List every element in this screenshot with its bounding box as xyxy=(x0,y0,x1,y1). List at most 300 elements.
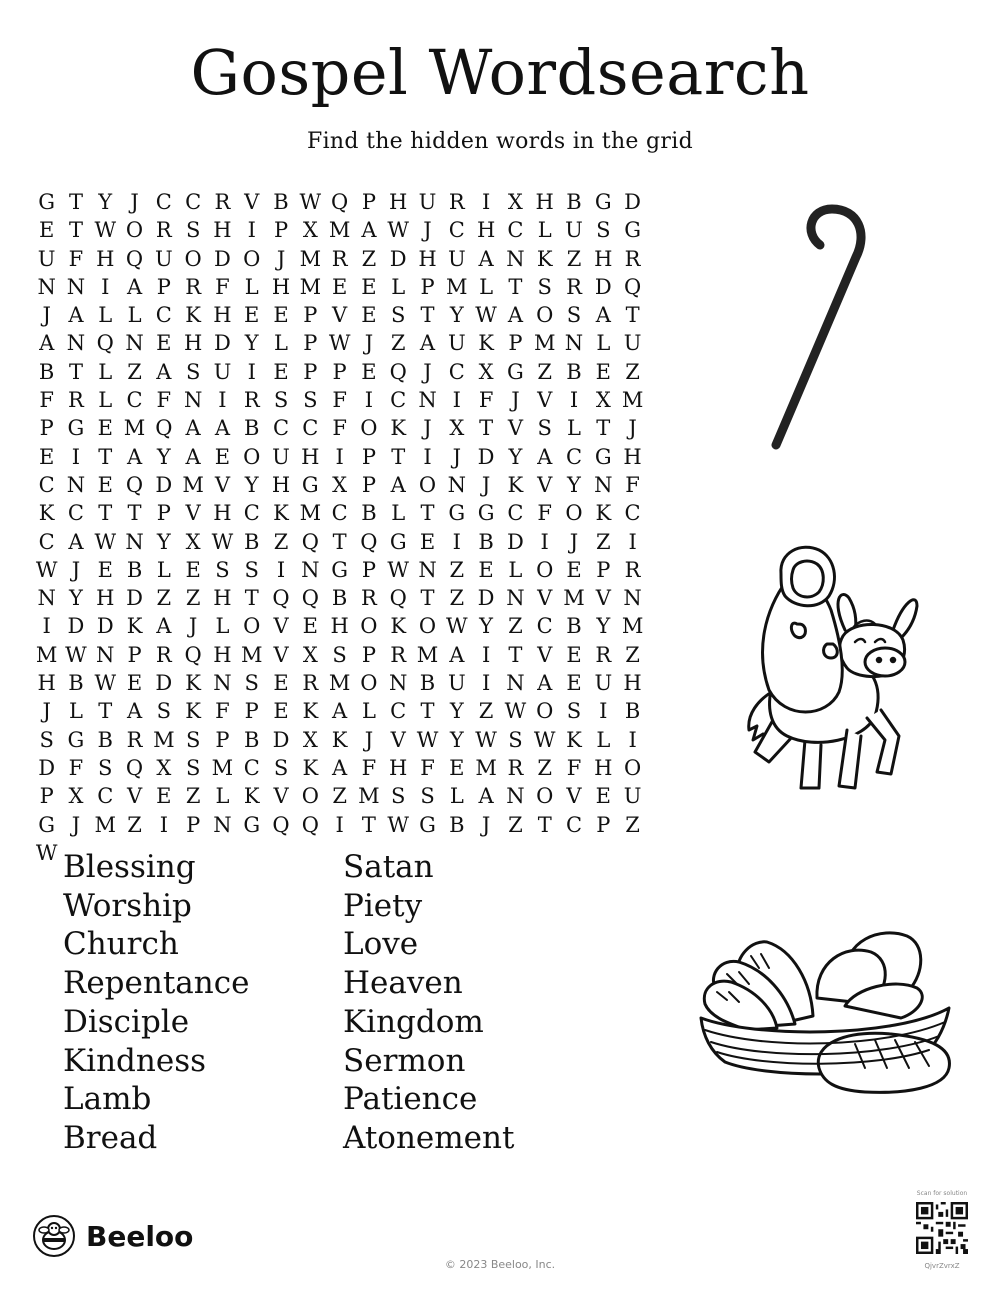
grid-letter: C xyxy=(243,755,260,780)
grid-letter: O xyxy=(536,303,554,328)
grid-letter: V xyxy=(537,388,553,413)
grid-letter: Z xyxy=(127,812,142,837)
grid-letter: U xyxy=(623,331,642,356)
grid-letter: M xyxy=(35,642,58,667)
grid-letter: X xyxy=(595,388,611,413)
grid-letter: N xyxy=(418,388,437,413)
grid-letter: O xyxy=(565,501,583,526)
grid-letter: R xyxy=(302,671,319,696)
grid-letter: R xyxy=(155,218,172,243)
grid-letter: O xyxy=(243,444,261,469)
grid-letter: Y xyxy=(596,614,611,639)
grid-letter: H xyxy=(623,444,642,469)
grid-letter: L xyxy=(215,784,230,809)
grid-letter: O xyxy=(301,784,319,809)
grid-letter: S xyxy=(244,557,259,582)
grid-letter: D xyxy=(96,614,114,639)
grid-letter: N xyxy=(37,274,56,299)
grid-letter: Z xyxy=(449,557,465,582)
grid-letter: R xyxy=(566,274,582,299)
grid-letter: J xyxy=(511,388,520,413)
grid-letter: E xyxy=(273,671,289,696)
grid-letter: N xyxy=(66,274,86,299)
grid-letter: K xyxy=(243,784,260,809)
grid-letter: Q xyxy=(389,586,407,611)
grid-letter: F xyxy=(332,416,347,441)
grid-letter: P xyxy=(215,727,230,752)
grid-letter: T xyxy=(596,416,611,441)
grid-letter: T xyxy=(98,501,113,526)
grid-letter: J xyxy=(423,359,432,384)
grid-letter: G xyxy=(594,190,612,214)
grid-letter: E xyxy=(302,614,318,639)
grid-letter: I xyxy=(276,557,286,582)
grid-letter: F xyxy=(68,246,84,271)
grid-letter: F xyxy=(566,755,582,780)
grid-letter: F xyxy=(420,755,435,780)
grid-letter: Y xyxy=(479,614,494,639)
grid-letter: Y xyxy=(508,444,523,469)
grid-letter: Q xyxy=(389,359,407,384)
grid-letter: J xyxy=(42,699,51,724)
grid-letter: R xyxy=(243,388,260,413)
grid-letter: G xyxy=(419,812,436,837)
grid-letter: Q xyxy=(184,642,202,667)
grid-letter: X xyxy=(185,529,201,554)
grid-letter: A xyxy=(126,274,143,299)
grid-letter: P xyxy=(332,359,347,384)
shepherd-staff-icon xyxy=(760,195,890,460)
grid-letter: G xyxy=(507,359,524,384)
grid-letter: D xyxy=(477,586,495,611)
grid-letter: M xyxy=(533,331,556,356)
grid-letter: H xyxy=(183,331,203,356)
grid-letter: V xyxy=(273,784,289,809)
grid-letter: N xyxy=(66,331,86,356)
grid-letter: S xyxy=(39,727,54,752)
grid-letter: L xyxy=(391,501,406,526)
grid-letter: N xyxy=(564,331,584,356)
grid-letter: L xyxy=(68,699,83,724)
grid-letter: P xyxy=(39,416,54,441)
grid-letter: C xyxy=(536,614,553,639)
grid-letter: K xyxy=(595,501,612,526)
grid-letter: C xyxy=(448,218,465,243)
grid-letter: T xyxy=(68,190,83,214)
grid-letter: A xyxy=(390,472,406,497)
grid-letter: M xyxy=(94,812,116,837)
grid-letter: Y xyxy=(156,529,171,554)
grid-letter: W xyxy=(94,218,117,243)
grid-letter: R xyxy=(361,586,377,611)
grid-letter: I xyxy=(481,642,491,667)
grid-letter: S xyxy=(566,699,582,724)
grid-letter: R xyxy=(624,557,641,582)
grid-letter: J xyxy=(452,444,462,469)
grid-letter: J xyxy=(130,190,139,214)
grid-letter: I xyxy=(71,444,81,469)
grid-letter: C xyxy=(448,359,465,384)
grid-letter: Y xyxy=(449,303,464,328)
grid-letter: H xyxy=(213,642,232,667)
grid-letter: H xyxy=(301,444,320,469)
grid-letter: S xyxy=(185,727,201,752)
grid-letter: V xyxy=(390,727,406,752)
grid-letter: L xyxy=(596,331,611,356)
grid-letter: N xyxy=(594,472,613,497)
grid-letter: E xyxy=(331,274,348,299)
word-item: Sermon xyxy=(343,1042,466,1079)
grid-letter: V xyxy=(244,190,260,214)
grid-letter: B xyxy=(244,529,260,554)
grid-letter: I xyxy=(42,614,51,639)
grid-letter: A xyxy=(126,444,143,469)
grid-letter: U xyxy=(447,246,466,271)
grid-letter: I xyxy=(218,388,227,413)
grid-letter: D xyxy=(67,614,85,639)
grid-letter: P xyxy=(244,699,259,724)
grid-letter: X xyxy=(302,642,318,667)
grid-letter: V xyxy=(566,784,582,809)
grid-letter: C xyxy=(67,501,84,526)
grid-letter: I xyxy=(247,218,256,243)
page-title: Gospel Wordsearch xyxy=(190,36,810,109)
grid-letter: X xyxy=(302,218,318,243)
grid-letter: Q xyxy=(623,274,642,299)
grid-letter: L xyxy=(244,274,259,299)
grid-letter: A xyxy=(214,416,231,441)
grid-letter: P xyxy=(361,472,376,497)
grid-letter: D xyxy=(155,671,173,696)
grid-letter: R xyxy=(68,388,84,413)
grid-letter: B xyxy=(244,727,260,752)
grid-letter: N xyxy=(447,472,466,497)
grid-letter: N xyxy=(506,671,525,696)
grid-letter: Z xyxy=(449,586,465,611)
brand-name: Beeloo xyxy=(86,1219,194,1253)
grid-letter: C xyxy=(565,444,583,469)
grid-letter: Y xyxy=(567,472,581,497)
grid-letter: L xyxy=(596,727,611,752)
grid-letter: E xyxy=(214,444,231,469)
grid-letter: F xyxy=(215,699,230,724)
grid-letter: J xyxy=(364,727,374,752)
grid-letter: P xyxy=(156,274,171,299)
grid-letter: H xyxy=(535,190,554,214)
grid-letter: M xyxy=(182,472,204,497)
grid-letter: E xyxy=(361,359,377,384)
grid-letter: W xyxy=(387,218,409,243)
bread-basket-icon xyxy=(695,918,955,1098)
grid-letter: J xyxy=(423,416,432,441)
grid-letter: X xyxy=(507,190,523,214)
grid-letter: P xyxy=(303,303,318,328)
grid-letter: S xyxy=(391,303,406,328)
copyright-text: © 2023 Beeloo, Inc. xyxy=(444,1258,556,1271)
grid-letter: L xyxy=(98,359,113,384)
grid-letter: U xyxy=(447,331,466,356)
grid-letter: L xyxy=(537,218,552,243)
grid-letter: B xyxy=(68,671,84,696)
grid-letter: E xyxy=(566,671,582,696)
grid-letter: C xyxy=(390,388,407,413)
grid-letter: E xyxy=(244,303,260,328)
grid-letter: O xyxy=(360,614,378,639)
grid-letter: B xyxy=(566,359,582,384)
grid-letter: B xyxy=(419,671,436,696)
grid-letter: Z xyxy=(127,359,142,384)
grid-letter: M xyxy=(475,755,497,780)
grid-letter: Q xyxy=(301,529,319,554)
grid-letter: M xyxy=(123,416,146,441)
grid-letter: K xyxy=(185,699,201,724)
grid-letter: J xyxy=(628,416,637,441)
grid-letter: X xyxy=(302,727,318,752)
grid-letter: I xyxy=(452,529,461,554)
grid-letter: P xyxy=(596,557,611,582)
grid-letter: J xyxy=(481,812,491,837)
grid-letter: T xyxy=(127,501,142,526)
grid-letter: M xyxy=(240,642,263,667)
grid-letter: W xyxy=(416,727,439,752)
grid-letter: M xyxy=(416,642,439,667)
grid-letter: I xyxy=(159,812,168,837)
grid-letter: D xyxy=(214,331,231,356)
grid-letter: Z xyxy=(508,812,523,837)
grid-letter: M xyxy=(328,218,351,243)
grid-letter: R xyxy=(595,642,612,667)
word-item: Kingdom xyxy=(343,1003,484,1040)
grid-letter: Q xyxy=(272,586,290,611)
grid-letter: F xyxy=(537,501,552,526)
grid-letter: A xyxy=(419,331,436,356)
word-item: Lamb xyxy=(63,1081,152,1118)
grid-letter: V xyxy=(332,303,348,328)
grid-letter: E xyxy=(273,699,289,724)
grid-letter: P xyxy=(420,274,435,299)
grid-letter: C xyxy=(624,501,641,526)
grid-letter: W xyxy=(504,699,527,724)
grid-letter: O xyxy=(360,671,378,696)
grid-letter: W xyxy=(35,840,58,865)
grid-letter: D xyxy=(594,274,612,299)
grid-letter: H xyxy=(389,190,408,214)
grid-letter: Y xyxy=(98,190,113,214)
grid-letter: S xyxy=(420,784,435,809)
grid-letter: S xyxy=(273,388,289,413)
grid-letter: K xyxy=(331,727,348,752)
grid-letter: Z xyxy=(185,586,201,611)
grid-letter: L xyxy=(156,557,171,582)
grid-letter: C xyxy=(155,190,172,214)
word-item: Piety xyxy=(343,887,423,924)
grid-letter: D xyxy=(155,472,173,497)
grid-letter: O xyxy=(536,557,554,582)
grid-letter: P xyxy=(596,812,611,837)
grid-letter: R xyxy=(126,727,143,752)
grid-letter: N xyxy=(66,472,86,497)
grid-letter: C xyxy=(565,812,583,837)
grid-letter: L xyxy=(215,614,230,639)
grid-letter: E xyxy=(478,557,494,582)
grid-letter: K xyxy=(273,501,289,526)
grid-letter: K xyxy=(302,755,319,780)
grid-letter: P xyxy=(361,557,376,582)
grid-letter: R xyxy=(448,190,465,214)
word-item: Repentance xyxy=(63,965,250,1002)
grid-letter: E xyxy=(361,303,377,328)
grid-letter: G xyxy=(67,727,85,752)
grid-letter: M xyxy=(446,274,468,299)
grid-letter: K xyxy=(126,614,143,639)
grid-letter: G xyxy=(624,218,641,243)
grid-letter: A xyxy=(126,699,143,724)
grid-letter: T xyxy=(625,303,640,328)
grid-letter: I xyxy=(101,274,110,299)
grid-letter: T xyxy=(98,699,113,724)
grid-letter: H xyxy=(213,586,232,611)
grid-letter: B xyxy=(244,416,260,441)
grid-letter: Q xyxy=(301,812,319,837)
grid-letter: L xyxy=(127,303,142,328)
grid-letter: P xyxy=(127,642,142,667)
grid-letter: L xyxy=(98,388,113,413)
grid-letter: M xyxy=(211,755,234,780)
grid-letter: G xyxy=(38,190,56,214)
grid-letter: J xyxy=(188,614,198,639)
grid-letter: P xyxy=(508,331,523,356)
grid-letter: E xyxy=(273,303,289,328)
grid-letter: C xyxy=(302,416,319,441)
grid-letter: H xyxy=(418,246,437,271)
grid-letter: Z xyxy=(508,614,523,639)
grid-letter: I xyxy=(628,727,637,752)
grid-letter: P xyxy=(303,331,318,356)
grid-letter: G xyxy=(243,812,261,837)
grid-letter: E xyxy=(126,671,143,696)
grid-letter: V xyxy=(185,501,201,526)
grid-letter: S xyxy=(537,274,552,299)
grid-letter: Q xyxy=(125,472,144,497)
grid-letter: A xyxy=(185,416,201,441)
grid-letter: Y xyxy=(244,331,259,356)
grid-letter: F xyxy=(625,472,640,497)
grid-letter: O xyxy=(418,614,437,639)
grid-letter: L xyxy=(391,274,406,299)
grid-letter: O xyxy=(360,416,378,441)
grid-letter: N xyxy=(37,586,56,611)
grid-letter: W xyxy=(94,529,117,554)
grid-letter: N xyxy=(213,671,232,696)
grid-letter: M xyxy=(153,727,175,752)
grid-letter: A xyxy=(361,218,377,243)
grid-letter: A xyxy=(507,303,523,328)
grid-letter: B xyxy=(273,190,289,214)
qr-code-icon[interactable] xyxy=(916,1202,968,1254)
grid-letter: H xyxy=(271,472,291,497)
grid-letter: P xyxy=(156,501,171,526)
grid-letter: W xyxy=(65,642,87,667)
grid-letter: D xyxy=(214,246,231,271)
word-item: Church xyxy=(63,926,179,963)
grid-letter: E xyxy=(566,557,582,582)
grid-letter: N xyxy=(213,812,232,837)
grid-letter: J xyxy=(71,557,81,582)
grid-letter: H xyxy=(37,671,56,696)
grid-letter: A xyxy=(332,699,348,724)
word-list-right xyxy=(343,848,514,1158)
grid-letter: C xyxy=(390,699,407,724)
grid-letter: Z xyxy=(156,586,172,611)
grid-letter: Z xyxy=(390,331,406,356)
grid-letter: T xyxy=(68,218,83,243)
grid-letter: R xyxy=(214,190,231,214)
grid-letter: H xyxy=(213,303,232,328)
grid-letter: S xyxy=(596,218,611,243)
grid-letter: E xyxy=(156,784,172,809)
word-item: Bread xyxy=(63,1119,158,1156)
grid-letter: T xyxy=(508,274,523,299)
grid-letter: G xyxy=(477,501,495,526)
grid-letter: I xyxy=(481,190,491,214)
grid-letter: A xyxy=(478,784,494,809)
grid-letter: A xyxy=(332,755,348,780)
grid-letter: K xyxy=(38,501,55,526)
grid-letter: A xyxy=(39,331,55,356)
grid-letter: Z xyxy=(478,699,494,724)
grid-letter: Z xyxy=(537,755,552,780)
jesus-on-donkey-icon xyxy=(735,540,920,800)
grid-letter: X xyxy=(156,755,172,780)
grid-letter: W xyxy=(533,727,556,752)
grid-letter: T xyxy=(420,501,435,526)
grid-letter: B xyxy=(38,359,55,384)
grid-letter: C xyxy=(507,501,524,526)
grid-letter: I xyxy=(452,388,461,413)
grid-letter: H xyxy=(96,246,115,271)
grid-letter: V xyxy=(507,416,523,441)
grid-letter: V xyxy=(126,784,143,809)
grid-letter: I xyxy=(423,444,432,469)
grid-letter: I xyxy=(481,671,491,696)
grid-letter: T xyxy=(361,812,376,837)
grid-letter: H xyxy=(389,755,408,780)
grid-letter: V xyxy=(595,586,611,611)
grid-letter: Z xyxy=(625,812,640,837)
grid-letter: H xyxy=(623,671,642,696)
grid-letter: E xyxy=(97,416,113,441)
grid-letter: D xyxy=(477,444,495,469)
grid-letter: Z xyxy=(185,784,201,809)
grid-letter: C xyxy=(155,303,172,328)
grid-letter: E xyxy=(566,642,582,667)
grid-letter: T xyxy=(391,444,406,469)
grid-letter: O xyxy=(125,218,144,243)
grid-letter: E xyxy=(419,529,436,554)
grid-letter: G xyxy=(67,416,85,441)
grid-letter: I xyxy=(364,388,374,413)
word-list-left xyxy=(63,848,249,1158)
grid-letter: F xyxy=(39,388,54,413)
grid-letter: K xyxy=(185,303,201,328)
grid-letter: B xyxy=(566,190,582,214)
grid-letter: B xyxy=(624,699,641,724)
grid-letter: U xyxy=(565,218,583,243)
grid-letter: H xyxy=(96,586,115,611)
grid-letter: D xyxy=(272,727,290,752)
grid-letter: A xyxy=(185,444,201,469)
grid-letter: R xyxy=(185,274,202,299)
